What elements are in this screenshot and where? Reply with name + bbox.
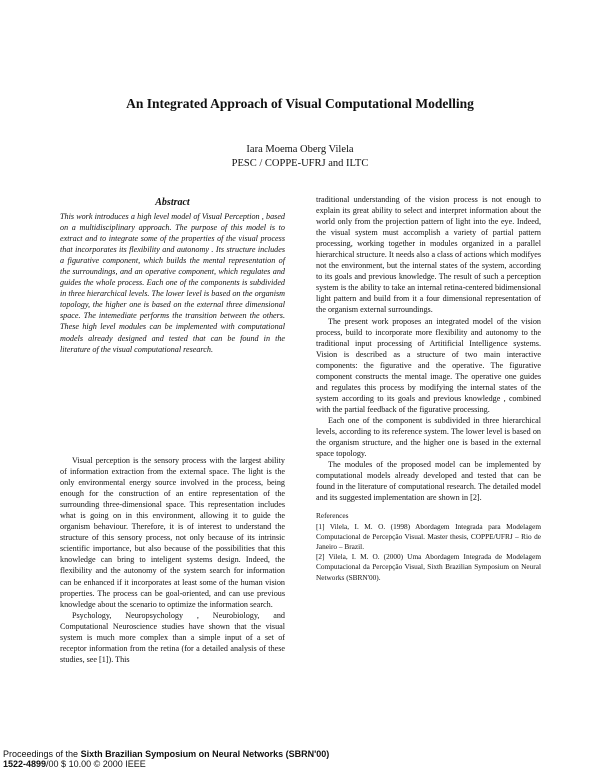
body-paragraph: Each one of the component is subdivided in three hierarchical levels, according to its reference system. The lower level is based on the organism structure, and the higher one is based in the external space topology. [316, 415, 541, 459]
author-affiliation: PESC / COPPE-UFRJ and ILTC [231, 158, 369, 169]
body-paragraph: Visual perception is the sensory process with the largest ability of information extraction from the external space. The light is the only environmental energy source involved in the process, being enough for the construction of an entire representation of the surrounding three-dimensional space. This representation includes what is going on in this environment, allowing it to guide the organism behaviour. Therefore, it is of interest to understand the structure of this sensory process, not only because of its intrinsic scientific importance, but also because of the possibilities that this knowledge can bring to inteligent systems design. Indeed, the flexibility and the autonomy of the system search for information can be enhanced if it incorporates at least some of the human vision properties. The process can be goal-oriented, and can use previous knowledge about the scenario to optimize the information search. [60, 456, 285, 609]
footer-prefix: Proceedings of the [3, 749, 81, 759]
abstract-paragraph: This work introduces a high level model of Visual Perception , based on a multidisciplinary approach. The purpose of this model is to extract and to integrate some of the properties of the visual process that incorporates its flexibility and autonomy . Its structure includes a figurative component, which builds the mental representation of the surroundings, and an operative component, which regulates and guides the whole process. Each one of the components is subdivided in three hierarchical levels. The lower level is based on the organism topology, the higher one is based on the external three dimensional space. The intemediate performs the transition between the others. These high level modules can be implemented with computational models already designed and tested that can be found in the literature of the visual computational research. [60, 212, 285, 354]
references-heading: References [316, 511, 349, 521]
footer-price: /00 $ 10.00 © 2000 IEEE [46, 759, 146, 769]
page-footer [3, 749, 329, 769]
author-name: Iara Moema Oberg Vilela [246, 144, 354, 155]
right-column-body [316, 194, 541, 583]
body-paragraph: Psychology, Neuropsychology , Neurobiology, and Computational Neuroscience studies have shown that the visual system is much more complex than a simple input of a set of receptor information from the retina (for a detailed analysis of these studies, see [1]). This [60, 610, 285, 664]
reference-item: [2] Vilela, I. M. O. (2000) Uma Abordagem Integrada de Modelagem Computacional da Percepção Visual, Sixth Brazilian Symposium on Neural Networks (SBRN'00). [316, 552, 541, 582]
footer-proceedings-name: Sixth Brazilian Symposium on Neural Networks (SBRN'00) [80, 749, 330, 759]
author-block [0, 143, 600, 171]
footer-isbn: 1522-4899 [3, 759, 47, 769]
abstract-heading: Abstract [155, 197, 190, 208]
references-section [316, 511, 541, 582]
body-paragraph: The modules of the proposed model can be implemented by computational models already developed and tested that can be found in the literature of computational research. The detailed model and its suggested implementation are shown in [2]. [316, 460, 541, 503]
body-paragraph: The present work proposes an integrated model of the vision process, build to incorporate more flexibility and autonomy to the traditional input processing of Artitificial Intelligence systems. Vision is described as a structure of two main interactive components: the figurative and the operative. The figurative component constructs the mental image. The operative one guides and regulates this process by modifying the internal states of the system according to its goals and previous knowledge , combined with the partial feedback of the figurative processing. [316, 316, 541, 414]
left-column-body [60, 455, 285, 665]
footer-proceedings-line [3, 749, 329, 759]
body-paragraph: traditional understanding of the vision process is not enough to explain its great ability to select and interpret information about the world only from the projection pattern of light into the eye. Indeed, the visual system must accomplish a variety of partial pattern processing, working together in modules organized in a parallel hierarchical structure. It needs also a class of actions which modifyes not the environment, but the internal states of the system, according to its goals and previous knowledge. The result of such a perception system is the ability to take an internal retina-centered bidimensional light pattern and build from it a four dimensional representation of the organism external surroundings. [316, 195, 541, 315]
paper-title: An Integrated Approach of Visual Computational Modelling [126, 96, 474, 111]
footer-isbn-line [3, 759, 329, 769]
reference-item: [1] Vilela, I. M. O. (1998) Abordagem Integrada para Modelagem Computacional de Percepção Visual. Master thesis, COPPE/UFRJ – Rio de Janeiro – Brazil. [316, 521, 541, 551]
abstract-text [60, 211, 285, 355]
